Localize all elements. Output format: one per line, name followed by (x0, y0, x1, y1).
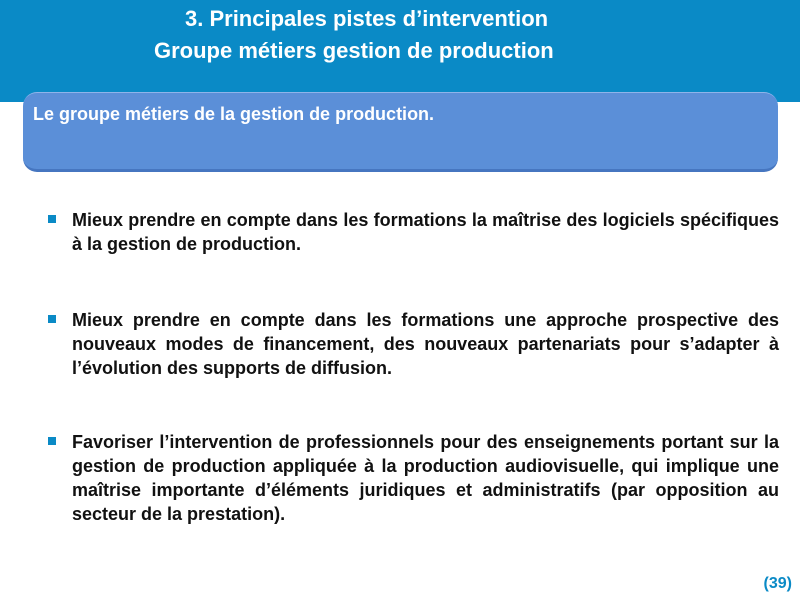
bullet-text: Mieux prendre en compte dans les formations la maîtrise des logiciels spécifiques à la gestion de production. (72, 210, 779, 254)
slide-title-line-2: Groupe métiers gestion de production (154, 38, 554, 63)
square-bullet-icon (48, 315, 56, 323)
square-bullet-icon (48, 437, 56, 445)
page-number: (39) (763, 575, 792, 592)
subtitle-text: Le groupe métiers de la gestion de production. (33, 104, 435, 124)
bullet-text: Mieux prendre en compte dans les formations une approche prospective des nouveaux modes de financement, des nouveaux partenariats pour s’adapter à l’évolution des supports de diffusion. (72, 310, 779, 378)
slide-title-line-1: 3. Principales pistes d’intervention (185, 6, 549, 31)
slide-header (0, 0, 800, 102)
bullet-item (42, 430, 779, 526)
square-bullet-icon (48, 215, 56, 223)
subtitle-box (23, 92, 778, 172)
bullet-item (42, 308, 779, 380)
bullet-item (42, 208, 779, 256)
bullet-text: Favoriser l’intervention de professionnels pour des enseignements portant sur la gestion de production appliquée à la production audiovisuelle, qui implique une maîtrise importante d’éléments juridiques et administratifs (par opposition au secteur de la prestation). (72, 432, 779, 524)
